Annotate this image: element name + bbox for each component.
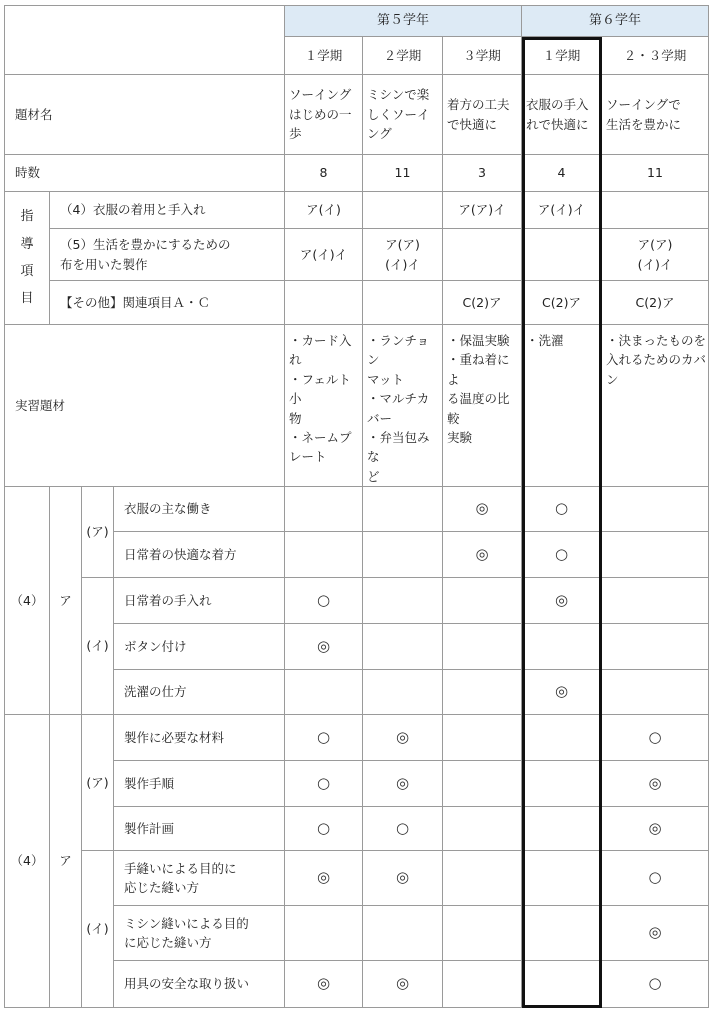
cell-line: 製作に必要な材料 [124,729,225,745]
item-label [114,906,285,961]
item-label [114,961,285,1008]
subject-row [5,75,709,155]
guidance-row [5,229,709,281]
cell-line: ・弁当包みな [367,429,430,465]
item-label [114,715,285,761]
item-mark: ◎ [443,532,522,578]
guidance-item-label [50,229,285,281]
item-mark: ◎ [285,851,363,906]
item-mark: ◎ [602,807,709,851]
grade6-header: 第６学年 [522,6,709,37]
item-mark: ◎ [443,487,522,532]
item-row [5,851,709,906]
item-label [114,851,285,906]
item-label [114,761,285,807]
item-mark [363,578,443,624]
cell-line: (イ)イ [385,256,420,272]
cell-line: しくソーイ [367,106,430,122]
item-mark: ○ [602,715,709,761]
cell-line: に応じた縫い方 [124,935,212,950]
item-mark [443,906,522,961]
subsection-i: (イ) [82,578,114,715]
cell-line: 導 [20,236,34,252]
item-mark [285,906,363,961]
item-mark: ○ [602,961,709,1008]
item-mark: ○ [522,487,602,532]
guidance-value: C(2)ア [602,281,709,325]
item-label [114,532,285,578]
cell-line: れで快適に [526,116,589,132]
item-label [114,578,285,624]
item-mark [443,624,522,670]
cell-line: 指 [20,209,34,225]
item-mark: ◎ [363,961,443,1008]
item-mark [363,670,443,715]
cell-line: マット [367,371,405,387]
item-mark: ◎ [602,761,709,807]
item-mark: ◎ [363,851,443,906]
item-mark [602,532,709,578]
guidance-value: C(2)ア [443,281,522,325]
guidance-value: C(2)ア [522,281,602,325]
subject-name [363,75,443,155]
cell-line: 布を用いた製作 [60,256,148,272]
practice-topic [363,325,443,487]
item-mark [363,906,443,961]
cell-line: で快適に [447,116,498,132]
item-mark [522,851,602,906]
subsection-a: (ア) [82,487,114,578]
item-mark [443,715,522,761]
subject-name [443,75,522,155]
section-number: （4） [5,487,50,715]
term-header: ２学期 [363,37,443,75]
item-mark [363,532,443,578]
cell-line: ア(ア) [637,237,673,253]
item-mark: ◎ [363,761,443,807]
item-mark: ◎ [602,906,709,961]
hours-value: 11 [363,155,443,192]
guidance-value [602,192,709,229]
cell-line: ・保温実験 [447,333,510,348]
item-mark: ○ [522,532,602,578]
guidance-row [5,192,709,229]
cell-line: ング [367,126,392,142]
header-grade-row [5,6,709,37]
item-label [114,487,285,532]
guidance-label [5,192,50,325]
cell-line: 用具の安全な取り扱い [124,976,250,992]
item-mark: ○ [285,578,363,624]
cell-line: ・ランチョン [367,333,430,368]
subject-name [602,75,709,155]
item-mark [285,670,363,715]
item-mark: ○ [285,807,363,851]
cell-line: ・マルチカ [367,391,430,407]
guidance-item-label: （4）衣服の着用と手入れ [50,192,285,229]
item-mark [522,624,602,670]
guidance-value: ア(ア)イ [443,192,522,229]
cell-line: バー [367,410,393,426]
term-header: １学期 [285,37,363,75]
cell-line: る温度の比較 [447,391,510,426]
item-mark [285,532,363,578]
item-mark [443,961,522,1008]
curriculum-table [4,5,709,1008]
subject-label: 題材名 [5,75,285,155]
item-mark [602,624,709,670]
item-label [114,624,285,670]
guidance-value [285,229,363,281]
guidance-value: ア(イ) [285,192,363,229]
item-mark [443,807,522,851]
subject-name [522,75,602,155]
guidance-row [5,281,709,325]
guidance-value [443,229,522,281]
section-letter: ア [50,715,82,1008]
item-mark: ○ [285,761,363,807]
cell-line: ・フェルト小 [289,371,351,407]
section-number: （4） [5,715,50,1008]
item-mark [522,761,602,807]
cell-line: 手縫いによる目的に [124,860,237,876]
item-mark [602,670,709,715]
cell-line: 日常着の手入れ [124,592,212,608]
cell-line: ・重ね着によ [447,352,510,387]
practice-topic [522,325,602,487]
item-mark: ◎ [363,715,443,761]
item-mark: ◎ [285,961,363,1008]
cell-line: ミシンで楽 [367,87,430,103]
cell-line: ア(イ)イ [299,246,348,262]
cell-line: 実験 [447,429,473,445]
item-mark: ◎ [522,578,602,624]
cell-line: ソーイング [289,87,352,103]
guidance-value: ア(イ)イ [522,192,602,229]
grade5-header: 第５学年 [285,6,522,37]
cell-line: ど [367,468,380,484]
cell-line: ン [606,371,619,387]
item-mark [522,807,602,851]
cell-line: 物 [289,410,302,426]
subject-name [285,75,363,155]
term-header: １学期 [522,37,602,75]
practice-topic [602,325,709,487]
item-mark: ○ [363,807,443,851]
item-mark: ○ [602,851,709,906]
hours-value: 11 [602,155,709,192]
cell-line: 生活を豊かに [606,116,682,132]
item-mark: ◎ [522,670,602,715]
cell-line: ・ネームプ [289,429,352,445]
item-mark [443,670,522,715]
cell-line: レート [289,449,327,465]
item-label [114,670,285,715]
hours-label: 時数 [5,155,285,192]
item-mark: ○ [285,715,363,761]
practice-topic [285,325,363,487]
item-mark [602,578,709,624]
item-mark [522,906,602,961]
item-mark: ◎ [285,624,363,670]
guidance-value [363,281,443,325]
item-mark [363,624,443,670]
cell-line: 入れるためのカバ [606,352,707,368]
cell-line: ソーイングで [606,97,681,113]
cell-line: ・洗濯 [526,333,564,348]
cell-line: 製作計画 [124,820,175,836]
item-row [5,715,709,761]
item-mark [602,487,709,532]
item-mark [443,851,522,906]
cell-line: ・決まったものを [606,333,707,348]
term-header: ２・３学期 [602,37,709,75]
section-letter: ア [50,487,82,715]
item-mark [522,715,602,761]
guidance-value [363,229,443,281]
guidance-value [602,229,709,281]
cell-line: 洗濯の仕方 [124,684,187,700]
hours-value: 4 [522,155,602,192]
item-mark [522,961,602,1008]
curriculum-table-wrapper [4,5,709,1008]
hours-value: 3 [443,155,522,192]
practice-label: 実習題材 [5,325,285,487]
guidance-value [285,281,363,325]
cell-line: (イ)イ [637,256,673,272]
cell-line: 衣服の手入 [526,97,589,113]
cell-line: 項 [20,264,34,279]
corner-cell [5,6,285,75]
cell-line: 歩 [289,126,302,142]
guidance-value [522,229,602,281]
cell-line: ミシン縫いによる目的 [124,915,249,931]
cell-line: （5）生活を豊かにするための [60,237,231,253]
hours-value: 8 [285,155,363,192]
term-header: ３学期 [443,37,522,75]
item-row [5,487,709,532]
cell-line: ・カード入れ [289,333,352,368]
cell-line: 応じた縫い方 [124,880,200,895]
cell-line: 日常着の快適な着方 [124,546,237,562]
practice-row [5,325,709,487]
cell-line: 着方の工夫 [447,97,510,113]
cell-line: 目 [20,291,34,307]
item-mark [443,578,522,624]
item-mark [285,487,363,532]
subsection-i: (イ) [82,851,114,1008]
cell-line: ア(ア) [385,237,420,253]
practice-topic [443,325,522,487]
cell-line: 衣服の主な働き [124,501,212,517]
item-mark [443,761,522,807]
cell-line: はじめの一 [289,106,352,122]
guidance-item-label: 【その他】関連項目Ａ・Ｃ [50,281,285,325]
hours-row [5,155,709,192]
cell-line: ボタン付け [124,638,187,654]
cell-line: 製作手順 [124,775,175,791]
item-mark [363,487,443,532]
guidance-value [363,192,443,229]
subsection-a: (ア) [82,715,114,851]
item-row [5,578,709,624]
item-label [114,807,285,851]
